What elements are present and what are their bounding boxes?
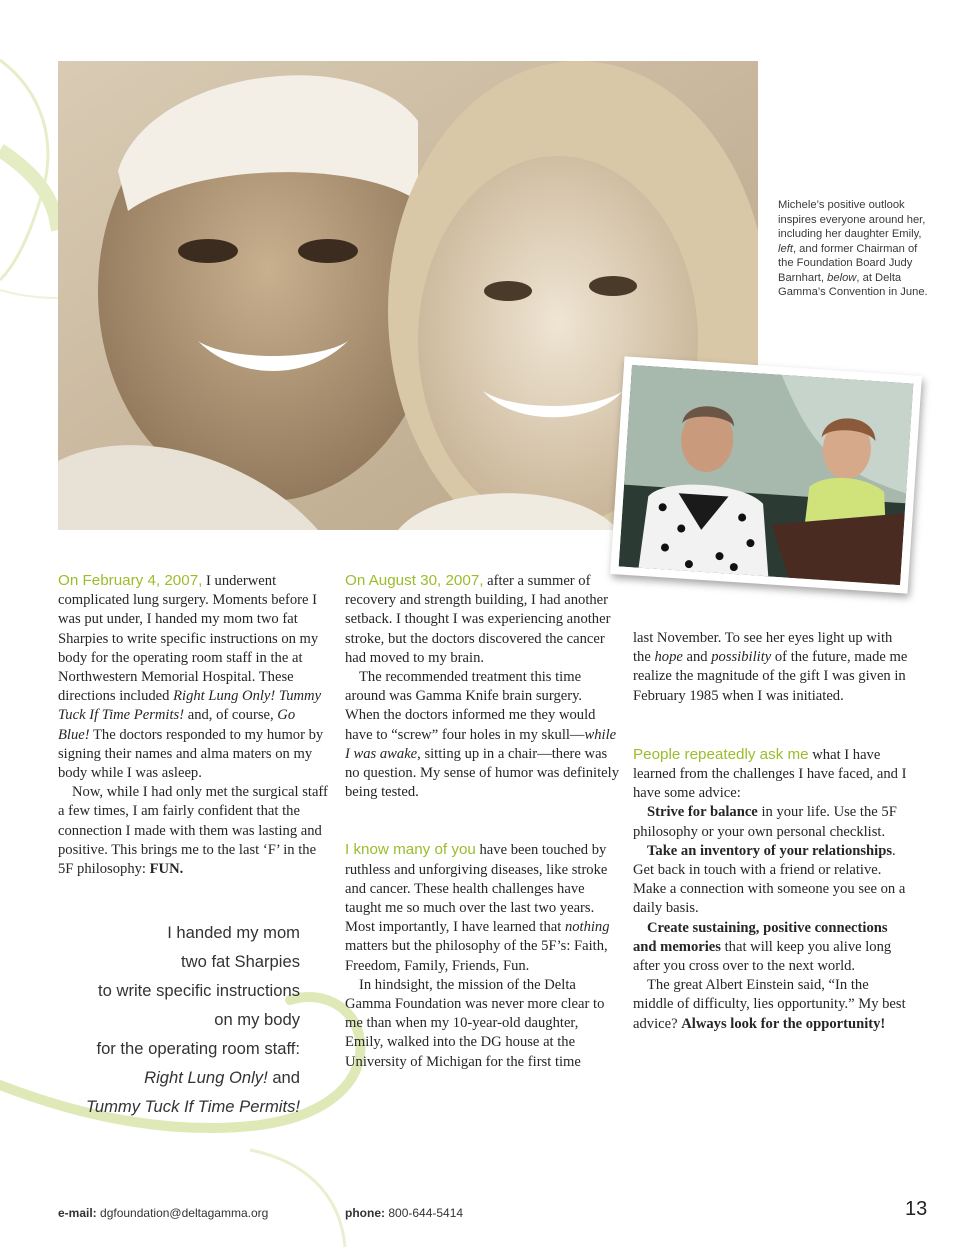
paragraph: On August 30, 2007, after a summer of recovery and strength building, I had another setback. I thought I was experiencing another stroke, but the doctors discovered the cancer had moved to my brain.: [345, 572, 611, 666]
lead-in: I know many of you: [345, 841, 476, 859]
lead-in: On February 4, 2007,: [58, 572, 203, 589]
paragraph: last November. To see her eyes light up with the hope and possibility of the future, made me realize the magnitude of the gift I was given in February 1985 when I was initiated.: [633, 630, 908, 704]
paragraph: In hindsight, the mission of the Delta Gamma Foundation was never more clear to me than when my 10-year-old daughter, Emily, walked into the DG house at the University of Michigan for the first time: [345, 976, 605, 1070]
inset-photo: [610, 356, 922, 593]
footer-email: e-mail: dgfoundation@deltagamma.org: [58, 1206, 269, 1220]
paragraph: The recommended treatment this time around was Gamma Knife brain surgery. When the doctors informed me they would have to “screw” four holes in my skull—while I was awake, sitting up in a chair—there was no question. My sense of humor was definitely being tested.: [345, 669, 619, 801]
paragraph: Take an inventory of your relationships. Get back in touch with a friend or relative. Make a connection with someone you see on a daily basis.: [633, 842, 906, 917]
column-1: [58, 571, 330, 879]
photo-caption: Michele’s positive outlook inspires everyone around her, including her daughter Emily, left, and former Chairman of the Foundation Board Judy Barnhart, below, at Delta Gamma’s Convention in June.: [778, 199, 928, 298]
column-3: [633, 629, 908, 1034]
paragraph: People repeatedly ask me what I have learned from the challenges I have faced, and I have some advice:: [633, 745, 907, 802]
email-link[interactable]: dgfoundation@deltagamma.org: [100, 1206, 269, 1220]
footer-phone: phone: 800-644-5414: [345, 1206, 464, 1220]
lead-in: People repeatedly ask me: [633, 745, 809, 763]
column-2: [345, 571, 620, 1072]
paragraph: Strive for balance in your life. Use the 5F philosophy or your own personal checklist.: [633, 804, 897, 840]
paragraph: The great Albert Einstein said, “In the middle of difficulty, lies opportunity.” My best advice? Always look for the opportunity!: [633, 977, 906, 1032]
page-number: 13: [905, 1198, 928, 1220]
lead-in: On August 30, 2007,: [345, 572, 484, 589]
paragraph: I know many of you have been touched by ruthless and unforgiving diseases, like stroke and cancer. These health challenges have taught me so much over the last two years. Most importantly, I have learned that nothing matters but the philosophy of the 5F’s: Faith, Freedom, Family, Friends, Fun.: [345, 841, 610, 974]
paragraph: Create sustaining, positive connections and memories that will keep you alive long after you cross over to the next world.: [633, 919, 892, 975]
pull-quote: I handed my mom two fat Sharpies to write specific instructions on my body for the operating room staff: Right Lung Only! and Tummy Tuck If Time Permits!: [85, 923, 300, 1116]
paragraph: On February 4, 2007, I underwent complicated lung surgery. Moments before I was put under, I handed my mom two fat Sharpies to write specific instructions on my body for the operating room staff in the at Northwestern Memorial Hospital. These directions included Right Lung Only! Tummy Tuck If Time Permits! and, of course, Go Blue! The doctors responded to my humor by signing their names and alma maters on my body while I was asleep.: [58, 572, 324, 782]
paragraph: Now, while I had only met the surgical staff a few times, I am fairly confident that the connection I made with them was lasting and positive. This brings me to the last ‘F’ in the 5F philosophy: FUN.: [58, 784, 328, 878]
